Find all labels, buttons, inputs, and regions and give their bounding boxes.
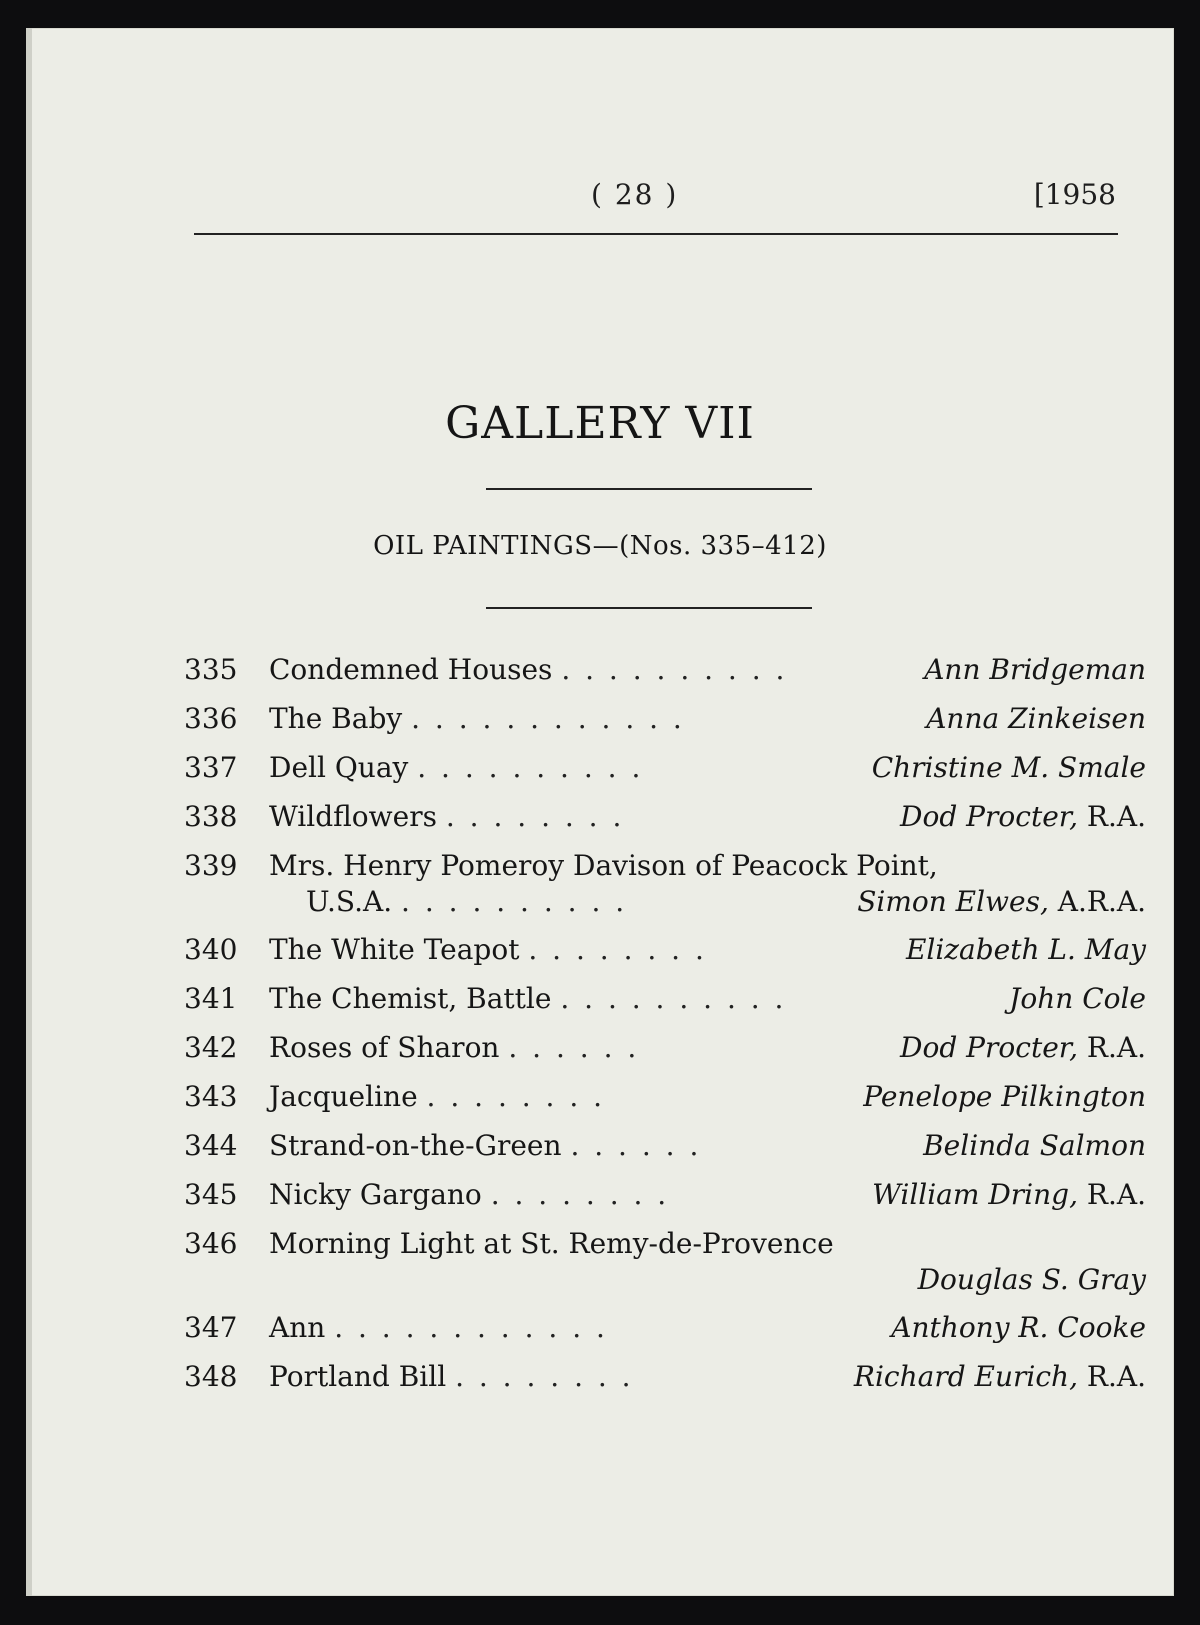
catalogue-entry: [184, 849, 1146, 933]
entry-title-line: [269, 1360, 634, 1393]
entry-title-line: [269, 1178, 669, 1211]
entry-title-line: [269, 1129, 701, 1162]
entry-title-line: [269, 933, 707, 966]
entry-leader: . . . . . . . .: [445, 800, 625, 833]
entry-number: 338: [184, 800, 238, 833]
catalogue-entry: [184, 653, 1146, 702]
catalogue-entry: [184, 1080, 1146, 1129]
artist-name: Anthony R. Cooke: [891, 1311, 1146, 1344]
catalogue-entry: [184, 933, 1146, 982]
entry-number: 335: [184, 653, 238, 686]
artist-name: Belinda Salmon: [923, 1129, 1146, 1162]
entry-number: 342: [184, 1031, 238, 1064]
entry-leader: . . . . . . . .: [528, 933, 707, 966]
page-year: [1958: [1033, 178, 1116, 211]
entry-artist: [900, 800, 1146, 833]
entry-number: 339: [184, 849, 238, 882]
entry-title: Condemned Houses: [269, 653, 553, 686]
artist-honours: R.A.: [1077, 1031, 1146, 1064]
entry-artist: [857, 885, 1146, 918]
entry-artist: [891, 1311, 1146, 1344]
entry-number: 340: [184, 933, 238, 966]
entry-title: The Baby: [269, 702, 403, 735]
entry-leader: . . . . . . . .: [490, 1178, 670, 1211]
catalogue-entry: [184, 1031, 1146, 1080]
entry-title-line: [269, 1031, 639, 1064]
artist-name: Dod Procter,: [900, 800, 1078, 833]
entry-title: Dell Quay: [269, 751, 409, 784]
entry-leader: . . . . . . . . . . . .: [411, 702, 685, 735]
catalogue-entry: [184, 1129, 1146, 1178]
catalogue-entry: [184, 1178, 1146, 1227]
entry-title-line: [269, 1311, 608, 1344]
section-title: OIL PAINTINGS—(Nos. 335–412): [373, 531, 827, 561]
entry-title: Jacqueline: [269, 1080, 418, 1113]
entry-title: Nicky Gargano: [269, 1178, 482, 1211]
entry-artist: [854, 1360, 1146, 1393]
catalogue-entry: [184, 751, 1146, 800]
entry-artist: [872, 1178, 1146, 1211]
entry-number: 337: [184, 751, 238, 784]
entry-leader: . . . . . . . . . . . .: [334, 1311, 608, 1344]
artist-honours: R.A.: [1077, 1178, 1146, 1211]
entry-title: Strand-on-the-Green: [269, 1129, 562, 1162]
artist-name: Elizabeth L. May: [905, 933, 1146, 966]
entry-number: 341: [184, 982, 238, 1015]
entry-artist: [872, 751, 1146, 784]
entry-artist: [900, 1031, 1146, 1064]
artist-honours: R.A.: [1077, 800, 1146, 833]
entry-title-continuation: U.S.A.: [306, 885, 393, 918]
artist-name: Douglas S. Gray: [917, 1263, 1146, 1296]
artist-name: Penelope Pilkington: [863, 1080, 1146, 1113]
catalogue-entry: [184, 702, 1146, 751]
catalogue-entry: [184, 1311, 1146, 1360]
artist-name: Simon Elwes,: [857, 885, 1049, 918]
entry-leader: . . . . . . . . . .: [560, 982, 787, 1015]
entry-title: Ann: [269, 1311, 326, 1344]
entry-artist: [1009, 982, 1146, 1015]
entry-leader: . . . . . .: [570, 1129, 702, 1162]
entry-number: 344: [184, 1129, 238, 1162]
entry-artist: [906, 933, 1146, 966]
entry-artist: [863, 1080, 1146, 1113]
artist-name: William Dring,: [872, 1178, 1078, 1211]
artist-honours: R.A.: [1077, 1360, 1146, 1393]
entry-title: Morning Light at St. Remy-de-Provence: [269, 1227, 834, 1260]
header-divider: [194, 233, 1118, 235]
entry-leader: . . . . . . . .: [455, 1360, 634, 1393]
catalogue-entry: [184, 1227, 1146, 1311]
entry-title: Portland Bill: [269, 1360, 447, 1393]
gallery-title: GALLERY VII: [445, 398, 755, 449]
entry-leader: . . . . . . . .: [426, 1080, 606, 1113]
entry-title-line: [269, 653, 787, 686]
entry-artist: [918, 1263, 1146, 1296]
entry-title: The White Teapot: [269, 933, 520, 966]
title-divider-bottom: [486, 607, 812, 609]
entry-title-line: [269, 982, 786, 1015]
entry-title: The Chemist, Battle: [269, 982, 552, 1015]
entry-number: 336: [184, 702, 238, 735]
entry-leader: . . . . . . . . . .: [561, 653, 788, 686]
entry-leader: . . . . . .: [508, 1031, 640, 1064]
entry-title: Mrs. Henry Pomeroy Davison of Peacock Point,: [269, 849, 938, 882]
entry-title-continuation-line: [306, 885, 627, 918]
title-divider-top: [486, 488, 812, 490]
artist-name: John Cole: [1009, 982, 1146, 1015]
catalogue-entry: [184, 982, 1146, 1031]
entry-title: Wildflowers: [269, 800, 437, 833]
entry-number: 343: [184, 1080, 238, 1113]
catalogue-entry: [184, 800, 1146, 849]
entry-number: 346: [184, 1227, 238, 1260]
entry-title: Roses of Sharon: [269, 1031, 500, 1064]
artist-name: Richard Eurich,: [853, 1360, 1078, 1393]
artist-name: Ann Bridgeman: [924, 653, 1146, 686]
artist-name: Dod Procter,: [900, 1031, 1078, 1064]
entry-number: 347: [184, 1311, 238, 1344]
entry-title-line: [269, 751, 643, 784]
entry-number: 345: [184, 1178, 238, 1211]
entry-title-line: [269, 800, 624, 833]
page-edge: [26, 28, 32, 1596]
entry-artist: [924, 653, 1146, 686]
catalogue-page: [26, 28, 1174, 1596]
entry-artist: [926, 702, 1146, 735]
catalogue-entry: [184, 1360, 1146, 1409]
page-header: [26, 178, 1174, 218]
artist-name: Christine M. Smale: [871, 751, 1146, 784]
artist-name: Anna Zinkeisen: [926, 702, 1146, 735]
entry-leader: . . . . . . . . . .: [417, 751, 644, 784]
entry-artist: [923, 1129, 1146, 1162]
entry-title-line: [269, 1080, 605, 1113]
entry-number: 348: [184, 1360, 238, 1393]
catalogue-entry-list: [184, 653, 1146, 1409]
entry-leader: . . . . . . . . . .: [401, 885, 628, 918]
entry-title-line: [269, 702, 685, 735]
page-number: ( 28 ): [591, 178, 679, 211]
artist-honours: A.R.A.: [1048, 885, 1146, 918]
